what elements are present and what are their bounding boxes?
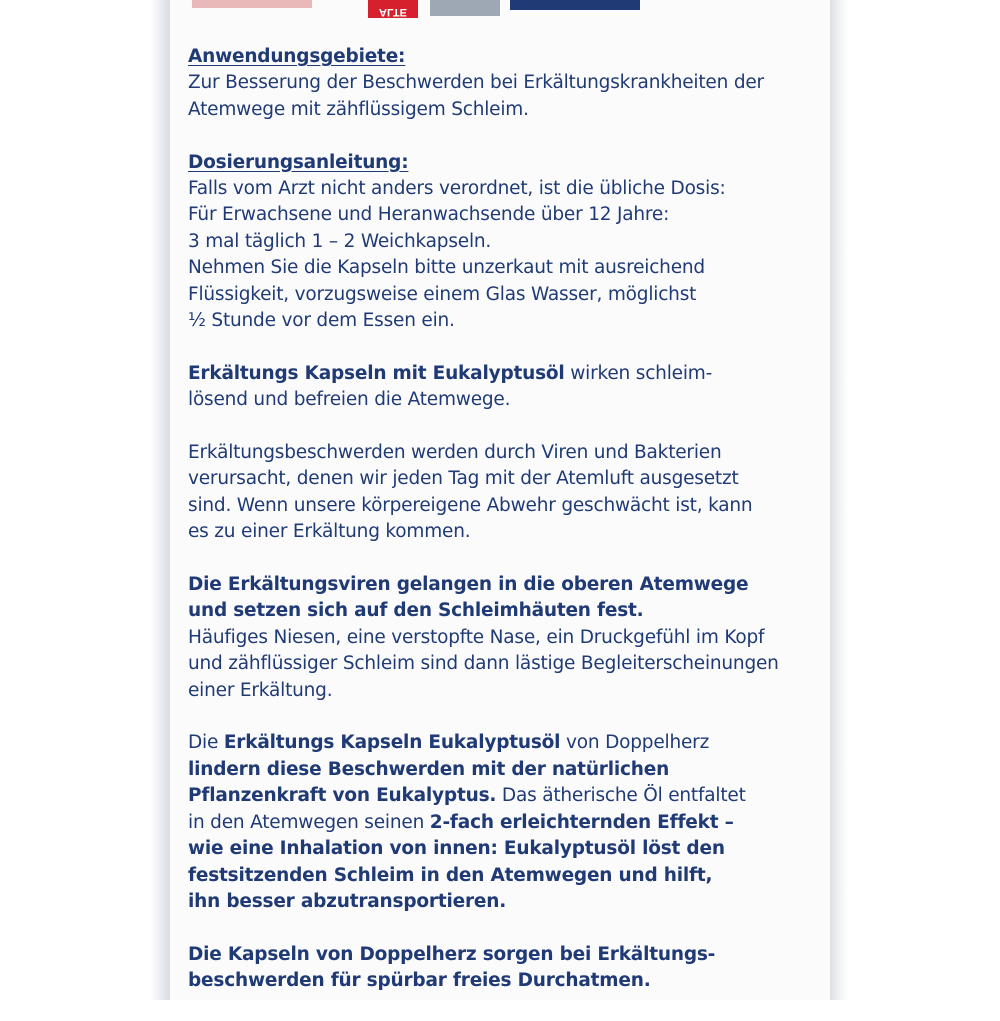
text-fragment: von Doppelherz — [560, 732, 710, 754]
bold-statement: lindern diese Beschwerden mit der natürlichen — [188, 758, 670, 780]
text-line: Erkältungsbeschwerden werden durch Viren und Bakterien — [188, 442, 722, 464]
bold-statement: festsitzenden Schleim in den Atemwegen und hilft, — [188, 864, 713, 886]
text-line: Falls vom Arzt nicht anders verordnet, ist die übliche Dosis: — [188, 178, 726, 200]
text-line: einer Erkältung. — [188, 679, 333, 701]
text-line: lösend und befreien die Atemwege. — [188, 389, 511, 411]
bold-statement: und setzen sich auf den Schleimhäuten fest. — [188, 600, 644, 622]
text-fragment: wirken schleim- — [564, 362, 713, 384]
section-wirkung — [188, 361, 818, 414]
product-name-bold: Erkältungs Kapseln mit Eukalyptusöl — [188, 362, 565, 384]
text-line: Flüssigkeit, vorzugsweise einem Glas Wasser, möglichst — [188, 283, 697, 305]
heading-dosierungsanleitung: Dosierungsanleitung: — [188, 151, 409, 173]
text-fragment: in den Atemwegen seinen — [188, 811, 430, 833]
product-name-bold: Erkältungs Kapseln Eukalyptusöl — [223, 732, 561, 754]
bold-statement: 2-fach erleichternden Effekt – — [429, 811, 734, 833]
text-line: Häufiges Niesen, eine verstopfte Nase, ein Druckgefühl im Kopf — [188, 626, 765, 648]
section-ursache — [188, 440, 818, 546]
bold-statement: Die Kapseln von Doppelherz sorgen bei Erkältungs- — [188, 943, 716, 965]
text-line: sind. Wenn unsere körpereigene Abwehr geschwächt ist, kann — [188, 494, 753, 516]
package-leaflet-text — [188, 44, 818, 1021]
package-top-print-strip — [170, 0, 830, 22]
background-left — [0, 0, 168, 1000]
text-line: Nehmen Sie die Kapseln bitte unzerkaut mit ausreichend — [188, 257, 705, 279]
text-fragment: Die — [188, 732, 224, 754]
text-line: Zur Besserung der Beschwerden bei Erkältungskrankheiten der — [188, 72, 764, 94]
text-line: Atemwege mit zähflüssigem Schleim. — [188, 98, 529, 120]
bold-statement: beschwerden für spürbar freies Durchatmen. — [188, 970, 651, 992]
text-fragment: Das ätherische Öl entfaltet — [496, 785, 746, 807]
top-strip-red-label: ALTE — [368, 0, 418, 18]
package-left-edge — [150, 0, 170, 1000]
top-strip-pink-band — [192, 0, 312, 8]
bold-statement: ihn besser abzutransportieren. — [188, 890, 507, 912]
heading-anwendungsgebiete: Anwendungsgebiete: — [188, 46, 406, 67]
text-line: ½ Stunde vor dem Essen ein. — [188, 310, 455, 332]
section-fazit — [188, 942, 818, 995]
bold-statement: Die Erkältungsviren gelangen in die oberen Atemwege — [188, 574, 749, 596]
text-line: und zähflüssiger Schleim sind dann lästige Begleiterscheinungen — [188, 653, 779, 675]
top-strip-blue-band — [510, 0, 640, 10]
section-anwendungsgebiete — [188, 44, 818, 123]
text-line: 3 mal täglich 1 – 2 Weichkapseln. — [188, 230, 492, 252]
text-line: verursacht, denen wir jeden Tag mit der Atemluft ausgesetzt — [188, 468, 739, 490]
text-line: Für Erwachsene und Heranwachsende über 12 Jahre: — [188, 204, 670, 226]
section-dosierungsanleitung — [188, 150, 818, 335]
top-strip-gray-band — [430, 0, 500, 16]
bold-statement: Pflanzenkraft von Eukalyptus. — [188, 785, 497, 807]
section-doppelherz — [188, 730, 818, 915]
package-right-edge — [830, 0, 848, 1000]
bold-statement: wie eine Inhalation von innen: Eukalyptusöl löst den — [188, 838, 725, 860]
text-line: es zu einer Erkältung kommen. — [188, 521, 471, 543]
section-erkaeltungsviren — [188, 572, 818, 704]
